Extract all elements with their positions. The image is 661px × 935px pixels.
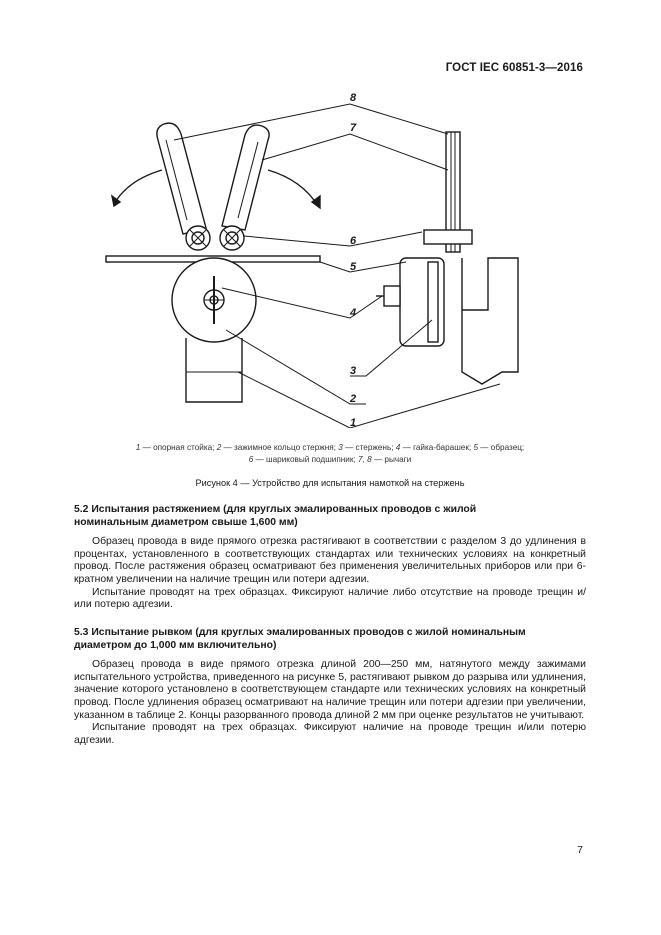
section-5-3-heading: 5.3 Испытание рывком (для круглых эмалированных проводов с жилой номинальным диаметром до 1,000 мм включительно) bbox=[74, 627, 526, 651]
rotation-arrow-left bbox=[114, 170, 162, 204]
callout-6: 6 bbox=[350, 235, 357, 247]
section-5-3-paragraph-2: Испытание проводят на трех образцах. Фиксируют наличие на проводе трещин и/или потерю адгезии. bbox=[74, 722, 586, 746]
section-5-3-paragraph-1: Образец провода в виде прямого отрезка длиной 200—250 мм, натянутого между зажимами испытательного устройства, приведенного на рисунке 5, растягивают рывком до разрыва или удлинения, значение которого установлено в соответствующем стандарте или технических условиях на конкретный провод. После удлинения образец осматривают на наличие трещин или потери адгезии при увеличении, указанном в таблице 2. Концы разорванного провода длиной 2 мм при оценке результатов не учитывают. bbox=[74, 659, 586, 721]
callout-4: 4 bbox=[350, 307, 357, 319]
section-5-2-paragraph-1: Образец провода в виде прямого отрезка растягивают в соответствии с разделом 3 до удлинения в процентах, установленного в соответствующих стандартах или технических условиях на конкретный провод. После растяжения образец осматривают без применения увеличительных приборов или при 6-кратном увеличении на наличие трещин или потери адгезии. bbox=[74, 536, 586, 585]
section-5-2 bbox=[74, 504, 586, 612]
section-5-2-paragraph-2: Испытание проводят на трех образцах. Фиксируют наличие либо отсутствие на проводе трещин и/или потерю адгезии. bbox=[74, 586, 586, 611]
callout-7: 7 bbox=[350, 122, 357, 134]
page-number: 7 bbox=[577, 844, 583, 856]
section-5-2-heading: 5.2 Испытания растяжением (для круглых эмалированных проводов с жилой номинальным диаметром свыше 1,600 мм) bbox=[74, 504, 477, 528]
standard-header: ГОСТ IEC 60851-3—2016 bbox=[445, 62, 583, 74]
rod-clamp-ring-2 bbox=[172, 258, 256, 342]
rotation-arrow-right bbox=[268, 170, 318, 206]
callout-1: 1 bbox=[350, 417, 357, 428]
support-stand-1 bbox=[186, 338, 242, 402]
section-5-3 bbox=[74, 627, 586, 747]
callout-8: 8 bbox=[350, 92, 357, 104]
callout-3: 3 bbox=[350, 365, 357, 377]
ball-bearings-6 bbox=[186, 226, 244, 250]
lever-7 bbox=[222, 125, 269, 230]
figure-legend: 1 — опорная стойка; 2 — зажимное кольцо стержня; 3 — стержень; 4 — гайка-барашек; 5 — образец; 6 — шариковый подшипник; 7, 8 — рычаги bbox=[135, 443, 525, 464]
callout-2: 2 bbox=[350, 393, 357, 405]
lever-8 bbox=[157, 123, 206, 234]
rod-winding-test-device-diagram bbox=[100, 88, 540, 428]
callout-5: 5 bbox=[350, 261, 357, 273]
figure-caption: Рисунок 4 — Устройство для испытания намоткой на стержень bbox=[195, 478, 465, 488]
